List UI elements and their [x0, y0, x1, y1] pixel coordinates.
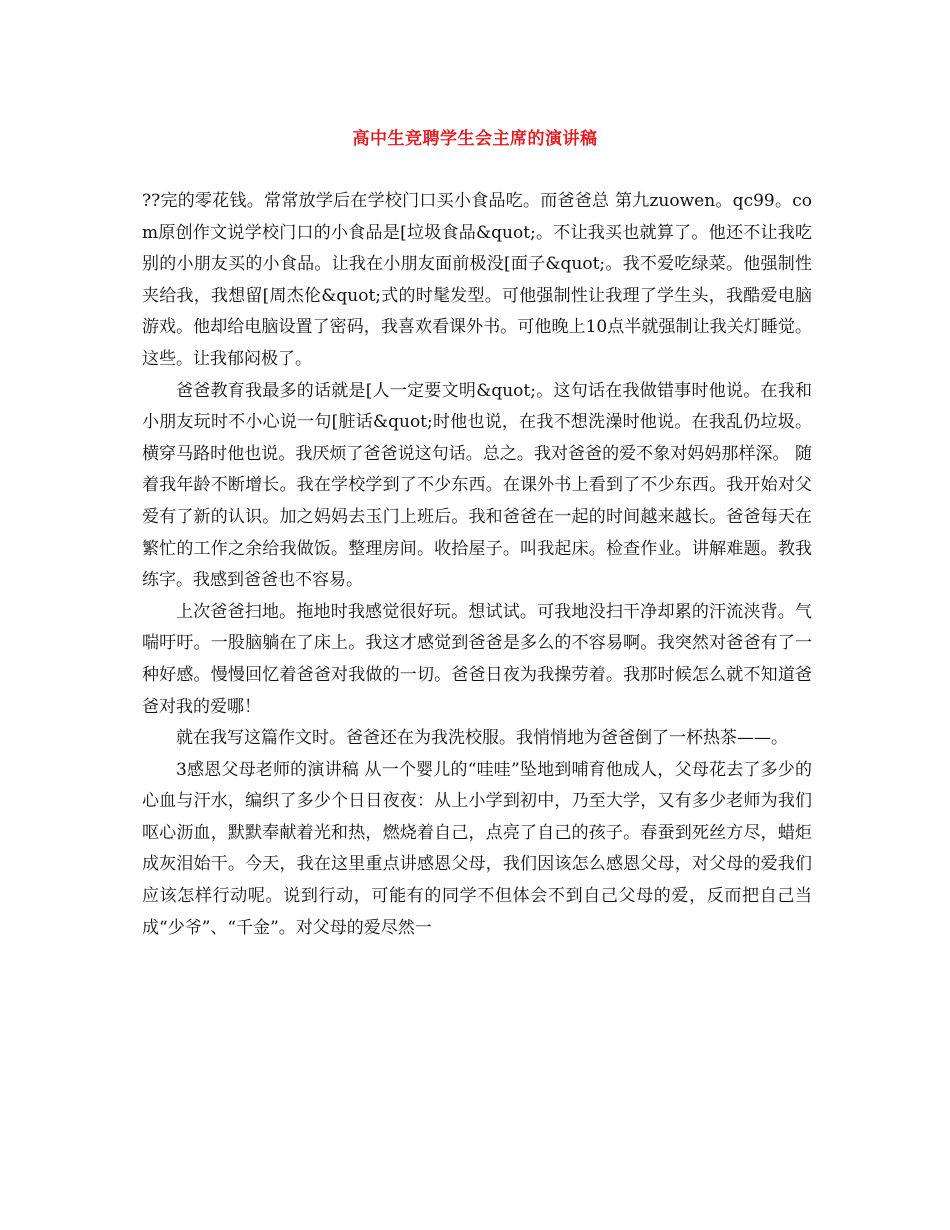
- paragraph: 上次爸爸扫地。拖地时我感觉很好玩。想试试。可我地没扫干净却累的汗流浃背。气喘吁吁。一股脑躺在了床上。我这才感觉到爸爸是多么的不容易啊。我突然对爸爸有了一种好感。慢慢回忆着爸爸对我做的一切。爸爸日夜为我操劳着。我那时候怎么就不知道爸爸对我的爱哪！: [142, 601, 812, 717]
- paragraph: 3感恩父母老师的演讲稿 从一个婴儿的“哇哇”坠地到哺育他成人，父母花去了多少的心血与汗水，编织了多少个日日夜夜：从上小学到初中，乃至大学，又有多少老师为我们呕心沥血，默默奉献着光和热，燃烧着自己，点亮了自己的孩子。春蚕到死丝方尽，蜡炬成灰泪始干。今天，我在这里重点讲感恩父母，我们因该怎么感恩父母，对父母的爱我们应该怎样行动呢。说到行动，可能有的同学不但体会不到自己父母的爱，反而把自己当成“少爷”、“千金”。对父母的爱尽然一: [142, 759, 812, 938]
- document-body: [142, 186, 812, 944]
- paragraph: ??完的零花钱。常常放学后在学校门口买小食品吃。而爸爸总 第九zuowen。qc99。com原创作文说学校门口的小食品是[垃圾食品&quot;。不让我买也就算了。他还不让我吃别的小朋友买的小食品。让我在小朋友面前极没[面子&quot;。我不爱吃绿菜。他强制性夹给我，我想留[周杰伦&quot;式的时髦发型。可他强制性让我理了学生头，我酷爱电脑游戏。他却给电脑设置了密码，我喜欢看课外书。可他晚上10点半就强制让我关灯睡觉。这些。让我郁闷极了。: [142, 191, 812, 369]
- paragraph: 就在我写这篇作文时。爸爸还在为我洗校服。我悄悄地为爸爸倒了一杯热茶——。: [176, 728, 788, 749]
- paragraph: 爸爸教育我最多的话就是[人一定要文明&quot;。这句话在我做错事时他说。在我和小朋友玩时不小心说一句[脏话&quot;时他也说，在我不想洗澡时他说。在我乱仍垃圾。横穿马路时他也说。我厌烦了爸爸说这句话。总之。我对爸爸的爱不象对妈妈那样深。 随着我年龄不断增长。我在学校学到了不少东西。在课外书上看到了不少东西。我开始对父爱有了新的认识。加之妈妈去玉门上班后。我和爸爸在一起的时间越来越长。爸爸每天在繁忙的工作之余给我做饭。整理房间。收拾屋子。叫我起床。检查作业。讲解难题。教我练字。我感到爸爸也不容易。: [142, 380, 812, 591]
- document-title: 高中生竞聘学生会主席的演讲稿: [352, 129, 598, 149]
